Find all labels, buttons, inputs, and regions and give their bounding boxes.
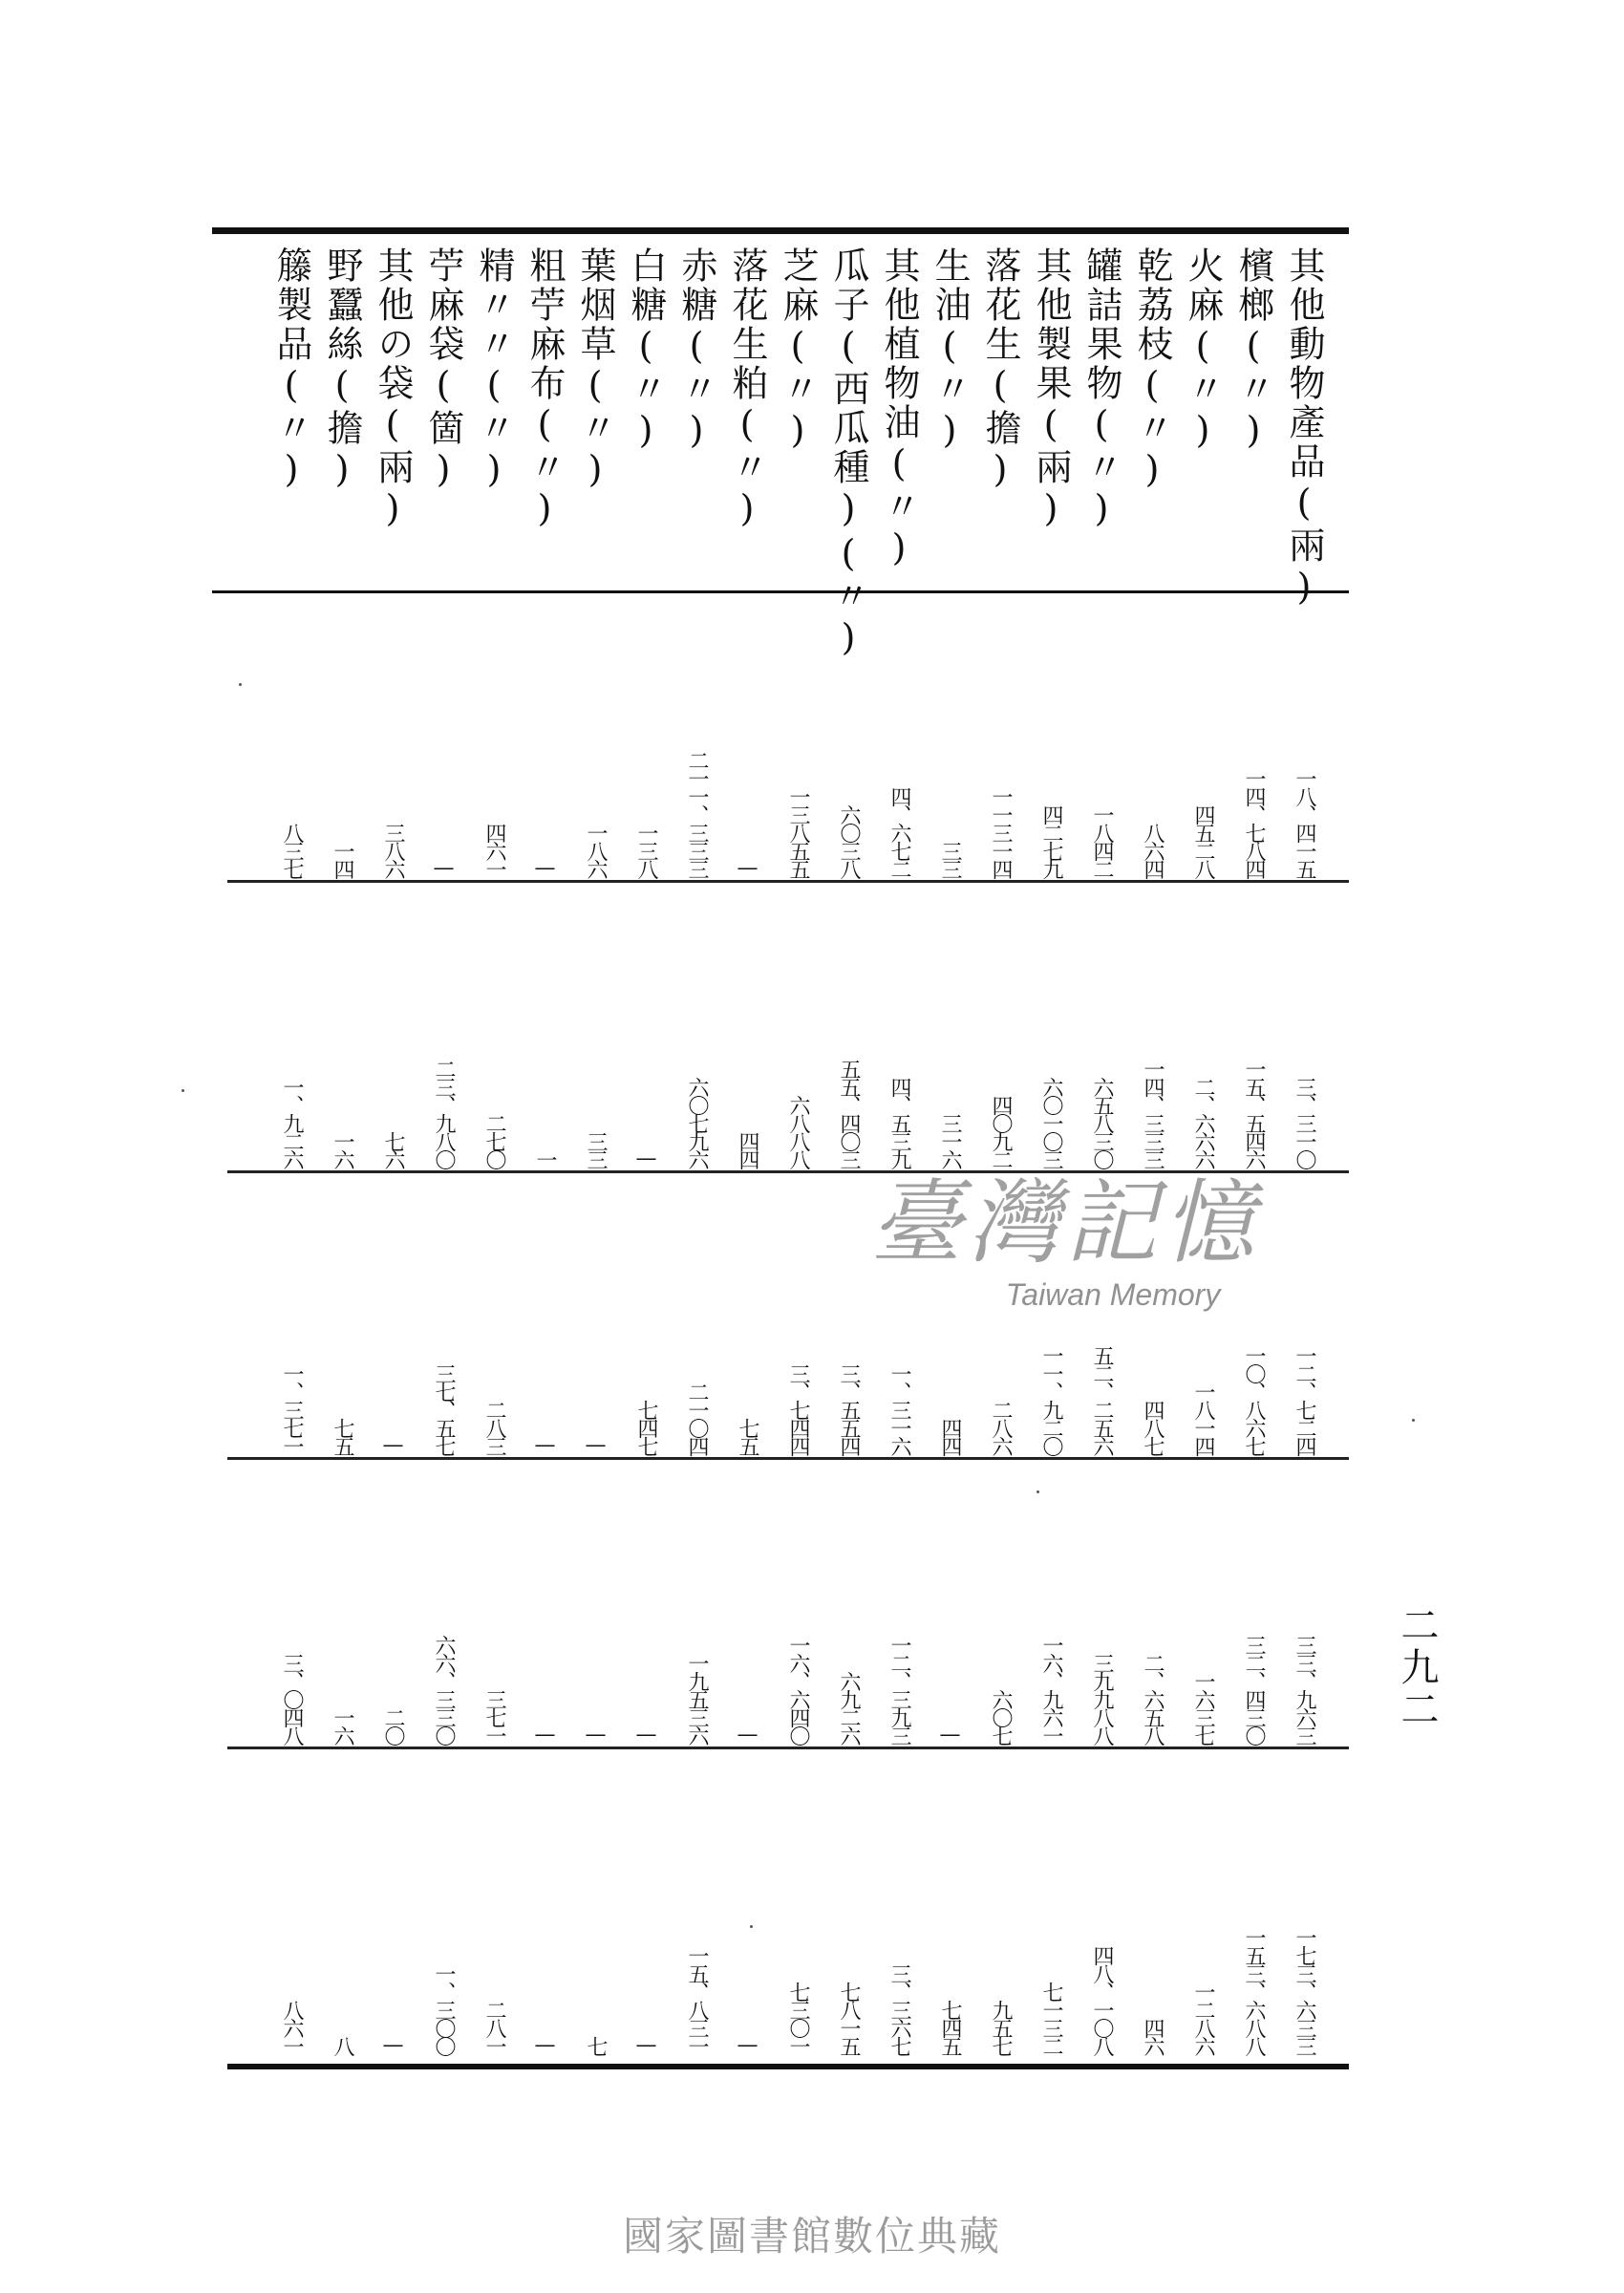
table-cell: 六〇七九六: [685, 1077, 709, 1168]
column-header: 生油(〃): [929, 246, 971, 454]
table-cell: 七五: [331, 1418, 354, 1454]
header-bottom-rule: [212, 590, 1349, 593]
table-cell: 六九二六: [837, 1671, 861, 1744]
scan-speck: [239, 683, 242, 686]
table-cell: 二、六六六: [1191, 1077, 1215, 1168]
table-cell: 一四: [331, 841, 354, 877]
table-cell: 一八六: [584, 823, 608, 877]
column-header: 罐詰果物(〃): [1080, 246, 1122, 532]
table-cell: 三二、四三〇: [1242, 1635, 1266, 1744]
scan-speck: [1412, 1419, 1415, 1422]
table-cell: 一六: [331, 1131, 354, 1168]
table-cell: 七四七: [634, 1400, 658, 1454]
column-header: 苧麻袋(箇): [422, 246, 464, 493]
scan-speck: [1036, 1490, 1039, 1493]
table-cell: 六八八八: [786, 1095, 810, 1168]
table-cell: 三、七四四: [786, 1363, 810, 1454]
table-cell: 三三: [584, 1131, 608, 1168]
table-cell: 一八四二: [1090, 804, 1114, 877]
table-cell: 七一三二: [1039, 1982, 1063, 2054]
table-cell: 三九九八八: [1090, 1653, 1114, 1744]
column-header: 落花生(擔): [979, 246, 1021, 493]
column-header: 芝麻(〃): [777, 246, 819, 454]
table-cell: 五二、二五六: [1090, 1345, 1114, 1454]
table-cell: 一四、三三三: [1141, 1059, 1165, 1168]
table-cell: 七三〇一: [786, 1982, 810, 2054]
table-cell: 二、六五八: [1141, 1653, 1165, 1744]
table-cell: 一一三一四: [989, 786, 1013, 877]
table-cell: 八六一: [280, 2000, 304, 2054]
table-cell: 七: [584, 2036, 608, 2054]
table-cell: 一三八五五: [786, 786, 810, 877]
column-header: 其他植物油(〃): [878, 246, 920, 571]
column-header: 赤糖(〃): [675, 246, 717, 454]
table-cell: 六〇七: [989, 1689, 1013, 1744]
watermark-english: Taiwan Memory: [1005, 1277, 1221, 1312]
table-cell: —: [584, 1433, 608, 1454]
table-cell: 三、三一〇: [1293, 1077, 1316, 1168]
table-cell: 一一、九二〇: [1039, 1345, 1063, 1454]
table-cell: 四〇九二: [989, 1095, 1013, 1168]
band-rule: [227, 880, 1349, 883]
table-cell: 四八七: [1141, 1400, 1165, 1454]
column-header: 檳榔(〃): [1232, 246, 1274, 454]
column-header: 粗苧麻布(〃): [524, 246, 566, 532]
band-rule: [227, 1457, 1349, 1460]
table-cell: —: [584, 1723, 608, 1744]
table-cell: 一二八六: [1191, 1982, 1215, 2054]
column-header: 白糖(〃): [625, 246, 667, 454]
table-cell: —: [381, 2033, 405, 2054]
table-cell: 五五、四〇三: [837, 1059, 861, 1168]
table-cell: —: [533, 856, 557, 877]
table-cell: 三三: [938, 841, 962, 877]
table-cell: 一五、五四六: [1242, 1059, 1266, 1168]
band-rule: [227, 1747, 1349, 1749]
table-cell: —: [432, 856, 456, 877]
table-cell: 一、三一六: [887, 1363, 911, 1454]
table-cell: 一二、三九三: [887, 1635, 911, 1744]
table-cell: 二一〇四: [685, 1382, 709, 1454]
table-cell: 一、三〇〇: [432, 1963, 456, 2054]
table-cell: 二七〇: [482, 1113, 506, 1168]
table-cell: 八三七: [280, 823, 304, 877]
watermark: [817, 1170, 1314, 1314]
table-cell: —: [533, 1433, 557, 1454]
table-cell: 三、五五四: [837, 1363, 861, 1454]
table-cell: 三七一: [482, 1689, 506, 1744]
table-cell: —: [533, 1723, 557, 1744]
table-cell: 四六: [1141, 2018, 1165, 2054]
table-cell: 六五八三〇: [1090, 1077, 1114, 1168]
table-cell: 三三、九六三: [1293, 1635, 1316, 1744]
table-cell: —: [938, 1723, 962, 1744]
table-cell: 六〇三八: [837, 804, 861, 877]
table-cell: —: [736, 856, 759, 877]
table-cell: 一八一四: [1191, 1382, 1215, 1454]
table-cell: 九五七: [989, 2000, 1013, 2054]
column-header: 其他製果(兩): [1030, 246, 1072, 532]
table-cell: 七六: [381, 1131, 405, 1168]
table-cell: 八: [331, 2036, 354, 2054]
table-cell: 一四、七八四: [1242, 768, 1266, 877]
table-cell: 三一六: [938, 1113, 962, 1168]
table-cell: 一二、七二四: [1293, 1345, 1316, 1454]
table-cell: 二八三: [482, 1400, 506, 1454]
table-cell: 三、三六七: [887, 1963, 911, 2054]
column-header: 精〃〃(〃): [473, 246, 515, 493]
table-top-rule: [212, 227, 1349, 234]
table-cell: 四五二八: [1191, 804, 1215, 877]
table-cell: 一七三、六三三: [1293, 1927, 1316, 2054]
table-cell: 七四五: [938, 2000, 962, 2054]
table-cell: —: [634, 2033, 658, 2054]
footer-credit: 國家圖書館數位典藏: [622, 2213, 1001, 2260]
column-header: 乾荔枝(〃): [1131, 246, 1173, 493]
table-bottom-rule: [227, 2064, 1349, 2069]
table-cell: 二八六: [989, 1400, 1013, 1454]
table-cell: 一、三七一: [280, 1363, 304, 1454]
watermark-chinese: 臺灣記憶: [870, 1169, 1260, 1276]
table-cell: 六六、三三〇: [432, 1635, 456, 1744]
table-cell: 二一一、三三三: [685, 750, 709, 877]
table-cell: 一三八: [634, 823, 658, 877]
table-cell: 六〇一〇三: [1039, 1077, 1063, 1168]
table-cell: 三七、五七: [432, 1363, 456, 1454]
table-cell: 四八、一〇八: [1090, 1945, 1114, 2054]
table-cell: 四四: [938, 1418, 962, 1454]
table-cell: 一九五三六: [685, 1653, 709, 1744]
table-cell: —: [736, 1723, 759, 1744]
table-cell: 八六四: [1141, 823, 1165, 877]
table-cell: 二八一: [482, 2000, 506, 2054]
table-cell: 一〇、八六七: [1242, 1345, 1266, 1454]
table-cell: 四六一: [482, 823, 506, 877]
table-cell: 四、六七二: [887, 786, 911, 877]
table-cell: —: [381, 1433, 405, 1454]
table-cell: 一六三七: [1191, 1671, 1215, 1744]
page-number: 二九二: [1395, 1605, 1439, 1731]
table-cell: 一、九二六: [280, 1077, 304, 1168]
scan-speck: [750, 1925, 753, 1928]
table-cell: 一八、四一五: [1293, 768, 1316, 877]
table-cell: —: [736, 2033, 759, 2054]
table-cell: 一六、九六一: [1039, 1635, 1063, 1744]
table-cell: 四二七九: [1039, 804, 1063, 877]
column-header: 野蠶絲(擔): [321, 246, 363, 493]
table-cell: 一五、八三一: [685, 1945, 709, 2054]
column-header: 籐製品(〃): [270, 246, 312, 493]
column-header: 落花生粕(〃): [726, 246, 768, 532]
column-header: 瓜子(西瓜種)(〃): [827, 246, 869, 661]
table-cell: 三八六: [381, 823, 405, 877]
table-cell: —: [634, 1723, 658, 1744]
table-cell: 四四: [736, 1131, 759, 1168]
table-cell: 一六、六四〇: [786, 1635, 810, 1744]
table-cell: —: [533, 2033, 557, 2054]
scan-speck: [182, 1089, 184, 1092]
column-header: 其他の袋(兩): [372, 246, 414, 532]
table-cell: 一: [533, 1149, 557, 1168]
table-cell: 七八一五: [837, 1982, 861, 2054]
table-cell: 一五三、六八八: [1242, 1927, 1266, 2054]
column-header: 其他動物產品(兩): [1283, 246, 1325, 611]
table-cell: 一六: [331, 1707, 354, 1744]
column-header: 葉烟草(〃): [574, 246, 616, 493]
table-cell: 三、〇四八: [280, 1653, 304, 1744]
table-cell: 二〇: [381, 1707, 405, 1744]
table-cell: 二三、九八〇: [432, 1059, 456, 1168]
column-header: 火麻(〃): [1182, 246, 1224, 454]
table-cell: 四、五三九: [887, 1077, 911, 1168]
table-cell: —: [634, 1146, 658, 1168]
table-cell: 七五: [736, 1418, 759, 1454]
